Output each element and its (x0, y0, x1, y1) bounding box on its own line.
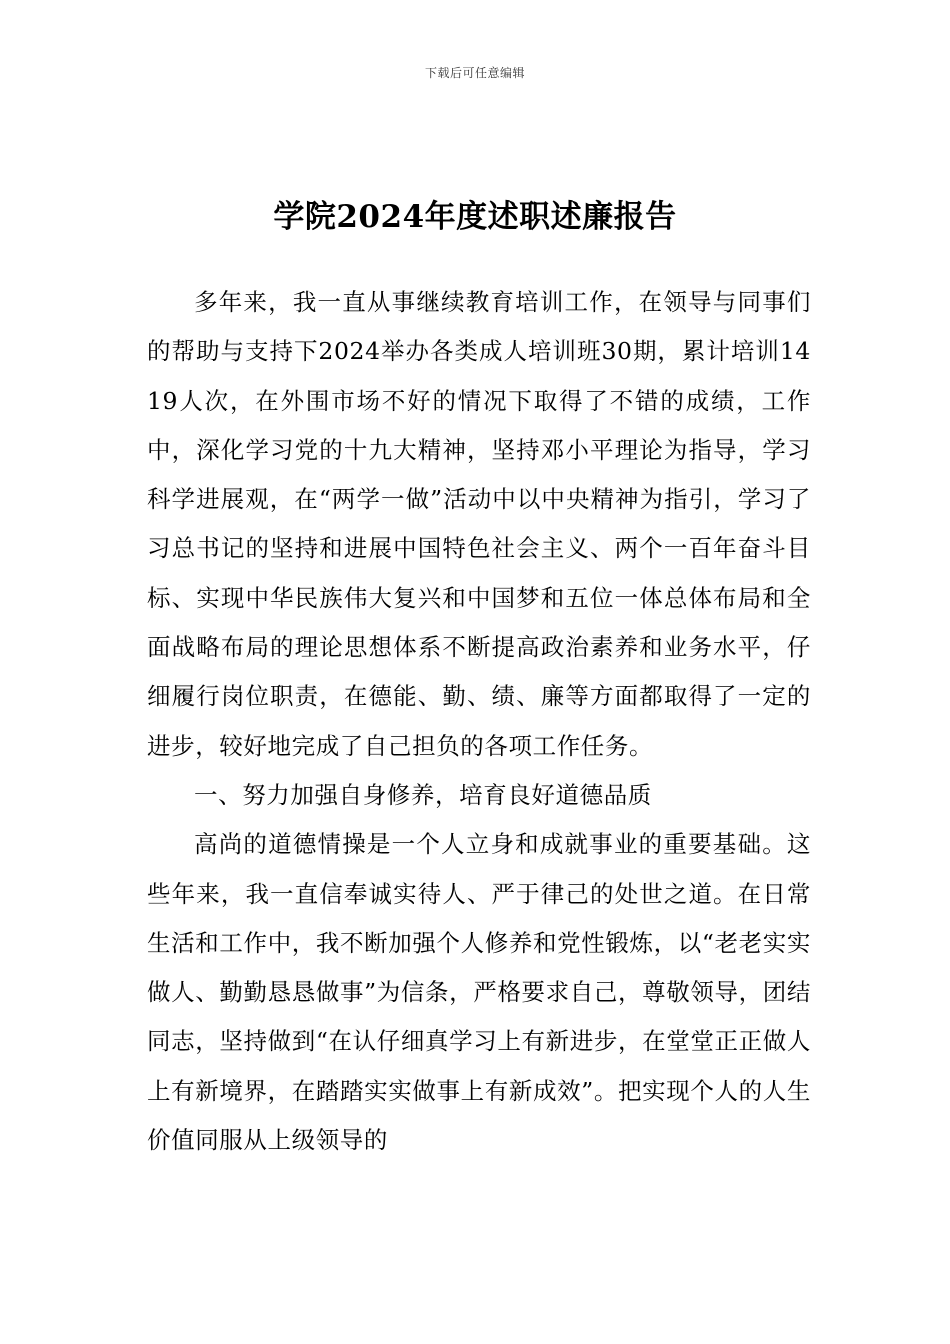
section-heading: 一、努力加强自身修养，培育良好道德品质 (194, 780, 652, 809)
document-title: 学院2024年度述职述廉报告 (273, 198, 677, 235)
intro-paragraph: 多年来，我一直从事继续教育培训工作，在领导与同事们的帮助与支持下2024举办各类成人培训班30期，累计培训1419人次，在外围市场不好的情况下取得了不错的成绩，工作中，深化学习党的十九大精神，坚持邓小平理论为指导，学习科学进展观，在“两学一做”活动中以中央精神为指引，学习了习总书记的坚持和进展中国特色社会主义、两个一百年奋斗目标、实现中华民族伟大复兴和中国梦和五位一体总体布局和全面战略布局的理论思想体系不断提高政治素养和业务水平，仔细履行岗位职责，在德能、勤、绩、廉等方面都取得了一定的进步，较好地完成了自己担负的各项工作任务。 (147, 288, 811, 760)
document-body (147, 278, 811, 1165)
page-header-note: 下载后可任意编辑 (424, 66, 525, 80)
section-paragraph: 高尚的道德情操是一个人立身和成就事业的重要基础。这些年来，我一直信奉诚实待人、严于律己的处世之道。在日常生活和工作中，我不断加强个人修养和党性锻炼，以“老老实实做人、勤勤恳恳做事”为信条，严格要求自己，尊敬领导，团结同志，坚持做到“在认仔细真学习上有新进步，在堂堂正正做人上有新境界，在踏踏实实做事上有新成效”。把实现个人的人生价值同服从上级领导的 (147, 830, 811, 1155)
